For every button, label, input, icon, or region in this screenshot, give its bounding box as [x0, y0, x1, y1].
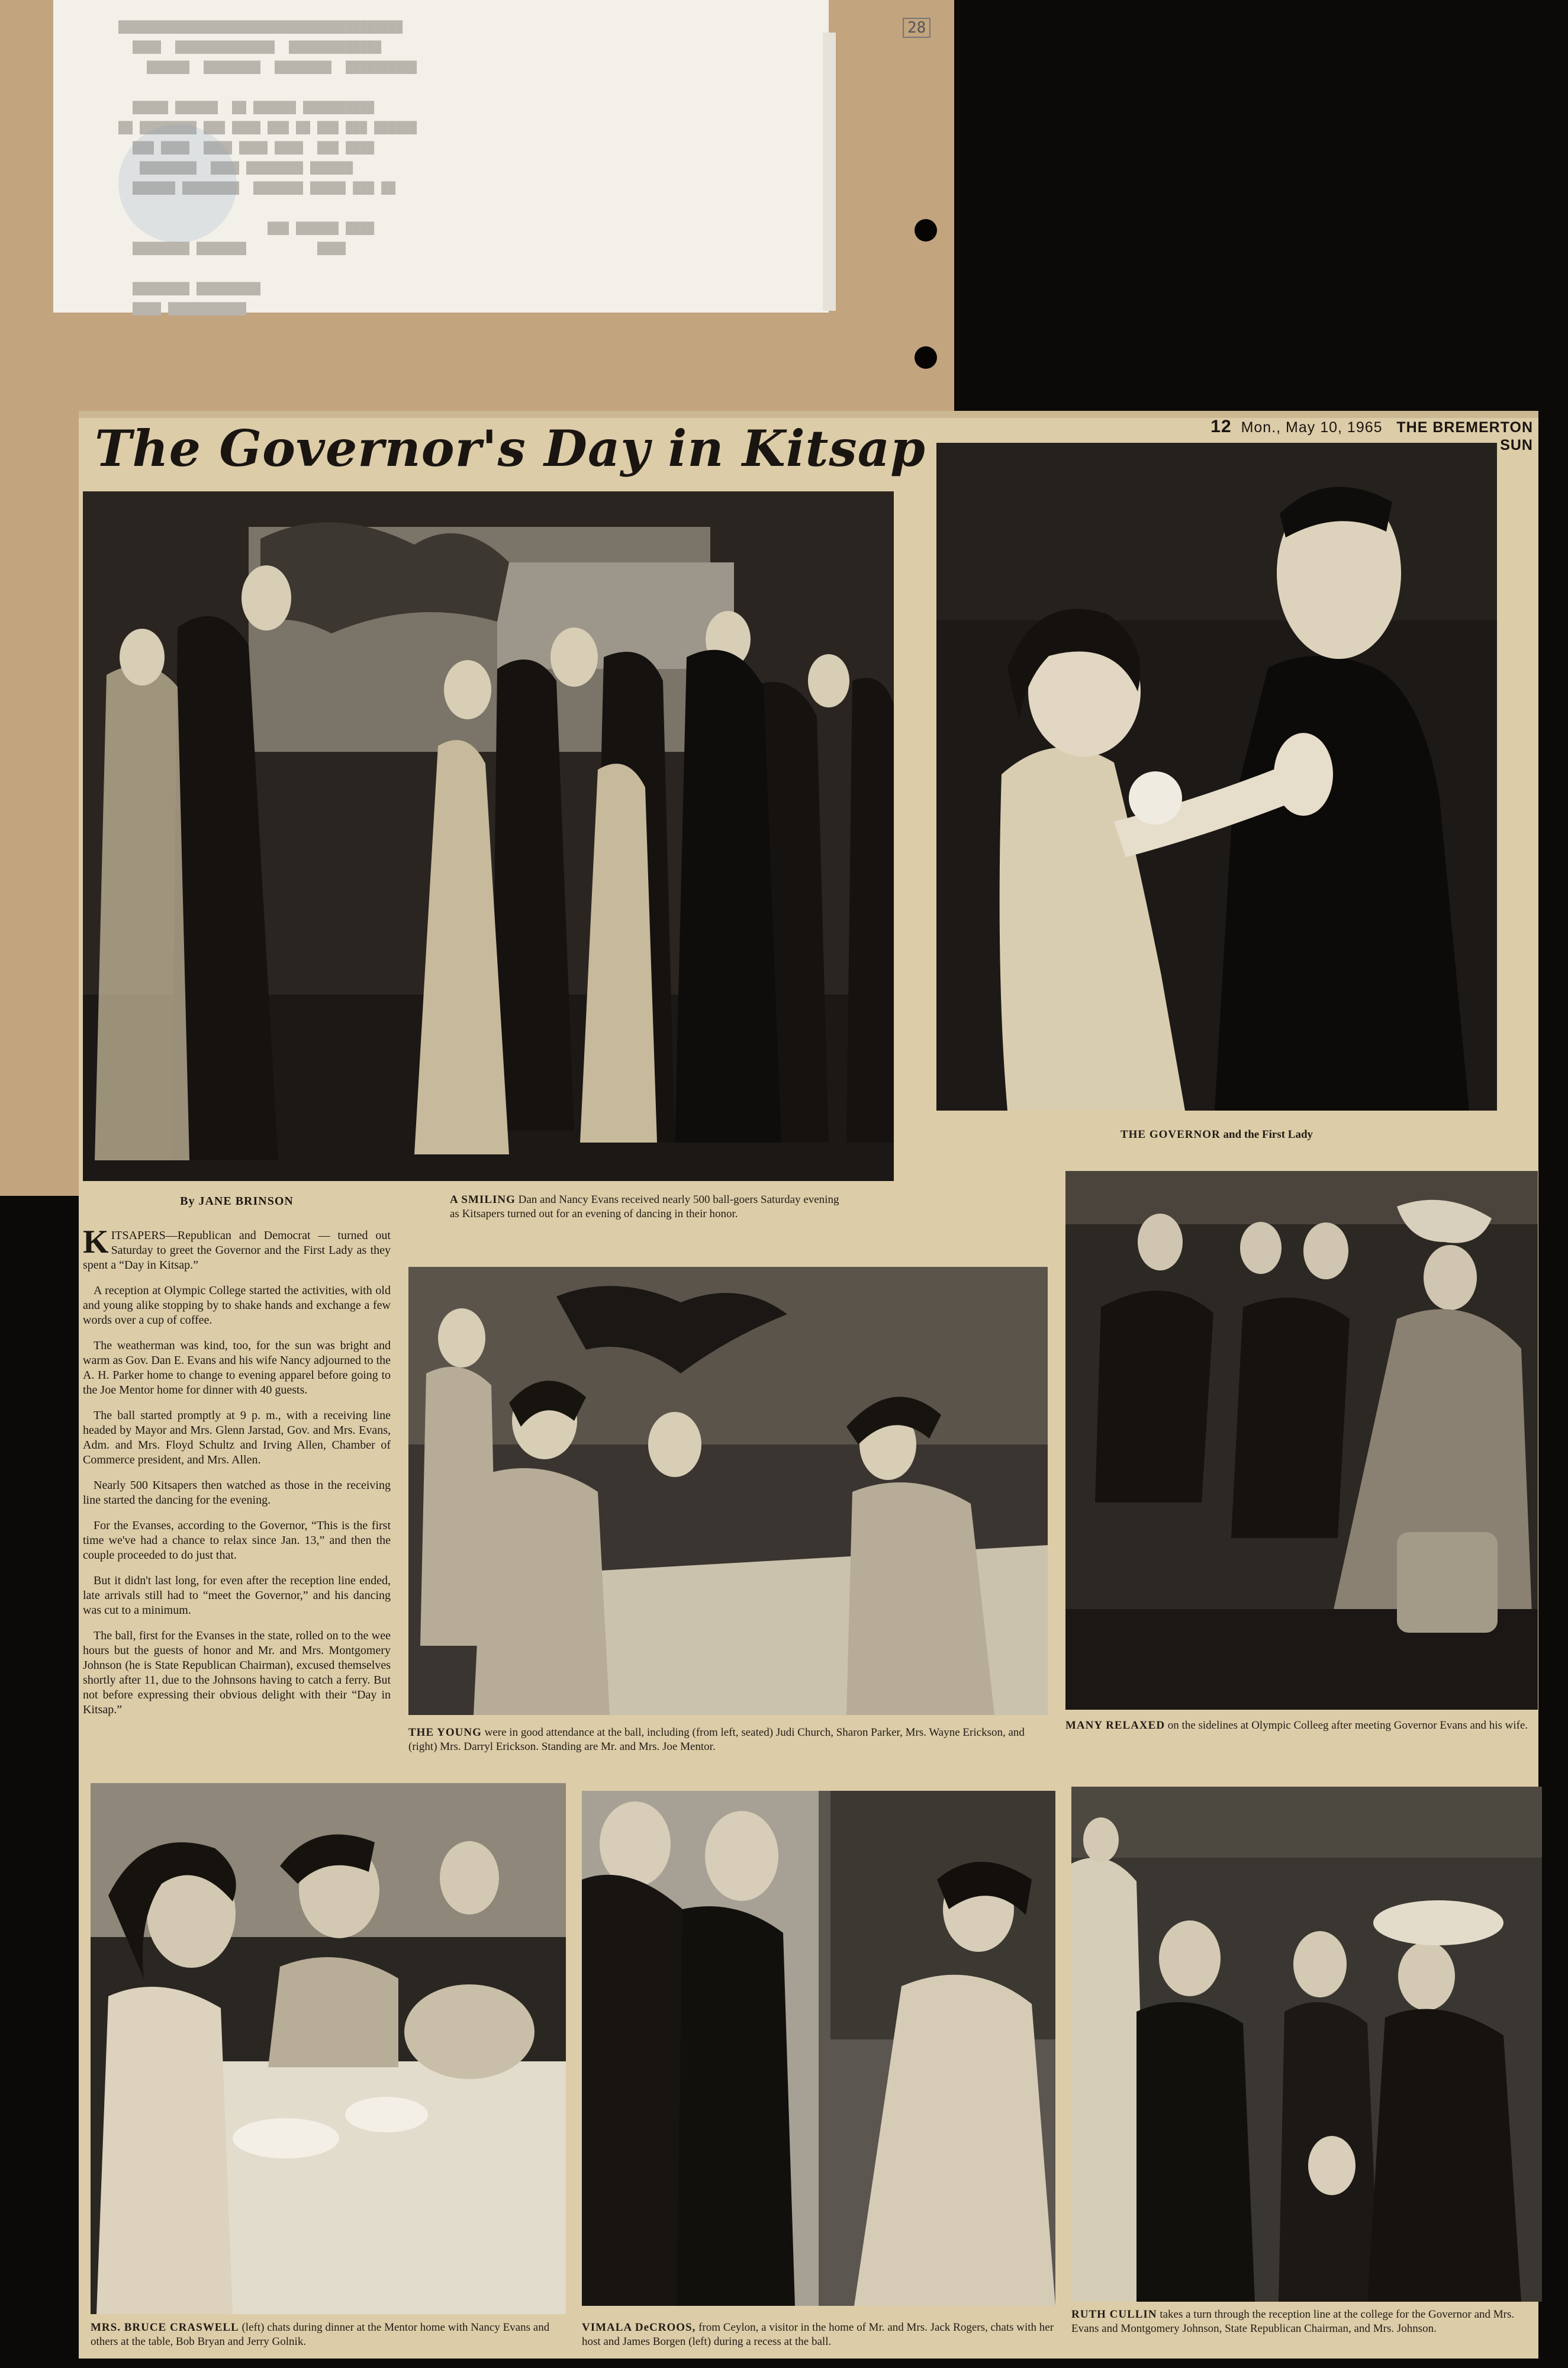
newspaper-name: THE BREMERTON SUN: [1396, 419, 1533, 453]
caption-lead: MRS. BRUCE CRASWELL: [91, 2321, 239, 2334]
photo-many-relaxed: [1065, 1171, 1538, 1710]
photo-the-young: [408, 1267, 1048, 1715]
faded-seal: [118, 124, 237, 243]
article-byline: By JANE BRINSON: [180, 1195, 294, 1208]
caption-governor-photo: [936, 1128, 1497, 1142]
article-paragraph-7: But it didn't last long, for even after the reception line ended, late arrivals still had to “meet the Governor,” and his dancing was cut to a minimum.: [83, 1574, 391, 1617]
attached-paper-slip: [53, 0, 829, 316]
article-paragraph-6: For the Evanses, according to the Governor, “This is the first time we've had a chance to relax since Jan. 13,” and then the couple proceeded to do just that.: [83, 1519, 391, 1562]
article-paragraph-2: A reception at Olympic College started the activities, with old and young alike stopping by to shake hands and exchange a few words over a cup of coffee.: [83, 1284, 391, 1327]
article-paragraph-8: The ball, first for the Evanses in the state, rolled on to the wee hours but the guests of honor and Mr. and Mrs. Montgomery Johnson (he is State Republican Chairman), excused themselves shortly after 11, due to the Johnsons having to catch a ferry. But not before expressing their obvious delight with their “Day in Kitsap.”: [83, 1629, 391, 1716]
caption-the-young: [408, 1726, 1048, 1754]
caption-many-relaxed: [1065, 1719, 1538, 1733]
caption-mrs-bruce-craswell: [91, 2321, 566, 2349]
photo-ruth-cullin: [1071, 1787, 1542, 2302]
article-paragraph-4: The ball started promptly at 9 p. m., with a receiving line headed by Mayor and Mrs. Glenn Jarstad, Gov. and Mrs. Evans, Adm. and Mrs. Floyd Schultz and Irving Allen, Chamber of Commerce president, and Mrs. Allen.: [83, 1409, 391, 1466]
article-paragraph-5: Nearly 500 Kitsapers then watched as those in the receiving line started the dancing for the evening.: [83, 1479, 391, 1507]
caption-lead: A SMILING: [450, 1193, 516, 1206]
dateline: Mon., May 10, 1965: [1241, 419, 1383, 436]
caption-ruth-cullin: [1071, 2308, 1542, 2336]
binder-hole: [915, 219, 937, 242]
caption-lead: MANY RELAXED: [1065, 1719, 1165, 1732]
photo-governor-and-first-lady: [936, 443, 1497, 1111]
article-dropcap: K: [83, 1224, 109, 1260]
caption-lead: RUTH CULLIN: [1071, 2308, 1157, 2321]
caption-text: were in good attendance at the ball, including (from left, seated) Judi Church, Sharon Parker, Mrs. Wayne Erickson, and (right) Mrs. Darryl Erickson. Standing are Mr. and Mrs. Joe Mentor.: [408, 1726, 1025, 1753]
caption-text: Dan and Nancy Evans received nearly 500 ball-goers Saturday evening as Kitsapers turned out for an evening of dancing in their honor.: [450, 1193, 839, 1220]
paper-slip-edge: [823, 33, 836, 311]
caption-lead: VIMALA DeCROOS,: [582, 2321, 696, 2334]
page-number: 12: [1210, 417, 1232, 436]
article-paragraph-3: The weatherman was kind, too, for the sun was bright and warm as Gov. Dan E. Evans and his wife Nancy adjourned to the A. H. Parker home to change to evening apparel before going to the Joe Mentor home for dinner with 40 guests.: [83, 1339, 391, 1397]
photo-vimala-decroos: [582, 1791, 1055, 2306]
caption-lead: THE YOUNG: [408, 1726, 482, 1739]
headline: The Governor's Day in Kitsap: [95, 419, 926, 478]
caption-vimala-decroos: [582, 2321, 1055, 2349]
caption-lead: THE GOVERNOR: [1120, 1128, 1221, 1141]
faint-typed-text: ████████████████████████████████████████ ████ ██████████████ █████████████ ██████ ████████ ████████ ██████████ █████ ██████ ██ ██████ ██████████ ██ ████████ ███ ████ ███ ██ ███ ███ ██████ ███ ████ ████ ████ ████ ███ ████ ████████ ████ ████████ ██████ ██████ ████████ ███████ █████ ███ ██ ███ ██████ ████ ████████ ███████ ████ ████████ █████████ ████ ███████████: [118, 21, 417, 316]
caption-text: takes a turn through the reception line at the college for the Governor and Mrs. Evans and Montgomery Johnson, State Republican Chairman, and Mrs. Johnson.: [1071, 2308, 1515, 2335]
article-body: [83, 1224, 391, 1728]
article-paragraph-1: KITSAPERS—Republican and Democrat — turned out Saturday to greet the Governor and the First Lady as they spent a “Day in Kitsap.”: [83, 1224, 391, 1272]
photo-mrs-bruce-craswell: [91, 1783, 566, 2314]
archive-stamp-number: 28: [903, 18, 931, 38]
binder-hole: [915, 346, 937, 369]
caption-text: from Ceylon, a visitor in the home of Mr. and Mrs. Jack Rogers, chats with her host and James Borgen (left) during a recess at the ball.: [582, 2321, 1054, 2348]
caption-text: on the sidelines at Olympic Colleeg after meeting Governor Evans and his wife.: [1165, 1719, 1528, 1732]
caption-text: and the First Lady: [1220, 1128, 1313, 1141]
caption-text: (left) chats during dinner at the Mentor home with Nancy Evans and others at the table, Bob Bryan and Jerry Golnik.: [91, 2321, 550, 2348]
caption-main-photo: [450, 1193, 846, 1221]
photo-receiving-line: [83, 491, 894, 1181]
